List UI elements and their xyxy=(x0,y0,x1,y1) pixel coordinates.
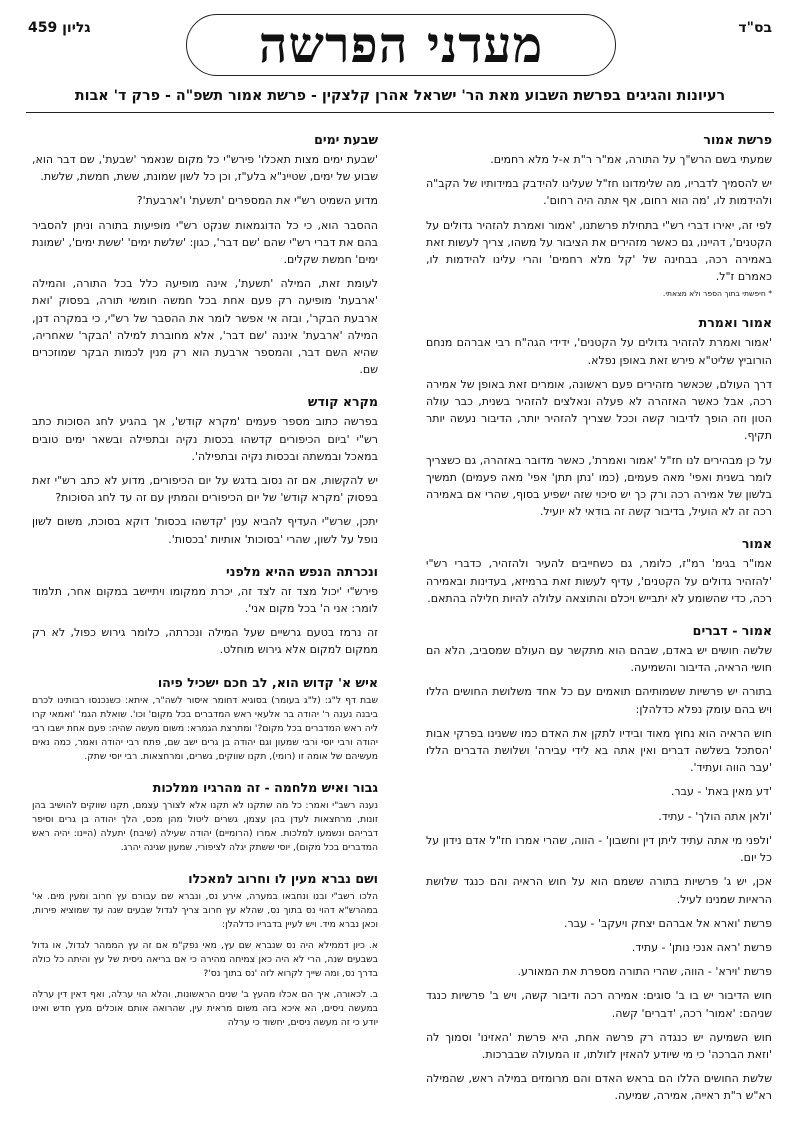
article-heading: אמור - דברים xyxy=(692,623,772,639)
subtitle: רעיונות והגיגים בפרשת השבוע מאת הר' ישראל אהרן קלצקין - פרשת אמור תשפ"ה - פרק ד' אבות xyxy=(74,88,726,104)
article-paragraph: שמעתי בשם הרש"ך על התורה, אמ"ר ר"ת א-ל מלא רחמים. xyxy=(490,153,772,166)
left-column xyxy=(32,130,378,1110)
article-paragraph: חוש השמיעה יש כנגדה רק פרשה אחת, היא פרשת 'האזינו' וסמוך לה 'וזאת הברכה' כי מי שיודע להאזין לזולתו, זו המעולה שבברכות. xyxy=(426,1030,772,1061)
article-section xyxy=(32,392,378,547)
article-heading: שבעת ימים xyxy=(314,132,378,147)
article-paragraph: שלשה חושים יש באדם, שבהם הוא מתקשר עם העולם שמסביב, הלא הם חושי הראיה, הדיבור והשמיעה. xyxy=(426,644,772,675)
article-paragraph: 'ולאן אתה הולך' - עתיד. xyxy=(658,809,772,823)
article-section xyxy=(426,130,772,299)
article-paragraph: יתכן, שרש"י העדיף להביא ענין 'קדשהו בכסות' דוקא בסוכת, משום לשון נופל על לשון, שהרי 'בסוכות' אותיות 'בכסות'. xyxy=(32,515,378,546)
article-paragraph: 'דע מאין באת' - עבר. xyxy=(670,785,772,799)
article-paragraph: נענה רשב"י ואמר: כל מה שתקנו לא תקנו אלא לצורך עצמם, תקנו שווקים להושיב בהן זונות, מרחצאות לעדן בהן עצמן, גשרים ליטול מהן מכס, הלך יהודה בן גרים וסיפר דבריהם ונשמעו למלכות. אמרו (הרומיים) יהודה שעילה (שיבח) יתעלה (היינו: יהיה ראש המדברים בכל מקום), יוסי ששתק יגלה לציפורי, שמעון שגינה יהרג. xyxy=(32,799,378,853)
article-paragraph: ב. לכאורה, איך הם אכלו מהעץ ב' שנים הראשונות, והלא הוי ערלה, ואף דאין דין ערלה במעשה ניסים, הא איכא בזה משום מראית עין, שהרואה אותם אוכלים מעץ חדש ואינו יודע כי זה מעשה ניסים, יחשוד כי ערלה xyxy=(32,988,378,1028)
article-paragraph: 'שבעת ימים מצות תאכלו' פירש"י כל מקום שנאמר 'שבעת', שם דבר הוא, שבוע של ימים, שטיינ"א בלע"ז, וכן כל לשון שמונת, ששת, חמשת, שלשת. xyxy=(32,153,378,184)
article-paragraph: זה נרמז בטעם גרשיים שעל המילה ונכרתה, כלומר גירוש כפול, לא רק ממקום למקום אלא גירוש מוחלט. xyxy=(32,626,378,657)
article-heading: ושם נברא מעין לו וחרוב למאכלו xyxy=(188,870,378,886)
footnote: * חיפשתי בתוך הספר ולא מצאתי. xyxy=(662,289,772,299)
masthead xyxy=(186,14,616,76)
article-paragraph: בתורה יש פרשיות ששמותיהם תואמים עם כל אחד משלושת החושים הללו ויש בהם עומק נפלא כדלהלן: xyxy=(426,685,772,716)
article-paragraph: 'אמור ואמרת להזהיר גדולים על הקטנים', ידידי הגה"ח רבי אברהם מנחם הורוביץ שליט"א פירש זאת באופן נפלא. xyxy=(426,336,772,367)
article-section xyxy=(426,313,772,520)
article-paragraph: חוש הראיה הוא נחוץ מאוד ובידיו לתקן את האדם כמו ששנינו בפרקי אבות 'הסתכל בשלשה דברים ואין אתה בא לידי עבירה' ושלושת הדברים הללו 'עבר הווה ועתיד'. xyxy=(426,726,772,775)
article-section xyxy=(32,562,378,659)
article-section xyxy=(426,621,772,1104)
article-paragraph: פרשת 'וירא' - הווה, שהרי התורה מספרת את המאורע. xyxy=(517,965,772,979)
article-heading: אמור xyxy=(741,536,772,552)
article-paragraph: חוש הדיבור יש בו ב' סוגים: אמירה רכה ודיבור קשה, ויש ב' פרשיות כנגד שניהם: 'אמור' רכה, 'דברים' קשה. xyxy=(426,989,772,1020)
article-paragraph: 'ולפני מי אתה עתיד ליתן דין וחשבון' - הווה, שהרי אמרו חז"ל אדם נידון על כל יום. xyxy=(426,833,772,865)
article-paragraph: שבת דף ל"ג: (ל"ג בעומר) בסוגיא דחומר איסור לשה"ר, איתא: כשנכנסו רבותינו לכרם ביבנה נענה ר' יהודה בר אלעאי ראש המדברים בכל מקום' וכו'. שואלת הגמ' 'ואמאי קרו ליה ראש המדברים בכל מקום?' ומתרצת הגמרא: משום מעשה שהיה: פעם אחת ישבו רבי יהודה ורבי יוסי ורבי שמעון וגם יהודה בן גרים ישב שם, פתח רבי יהודה ואמר, כמה נאים מעשיהם של אומה זו (רומי), תקנו שווקים, גשרים, ומרחצאות. רבי יוסי שתק. xyxy=(32,694,378,762)
article-paragraph: פרשת 'וארא אל אברהם יצחק ויעקב' - עבר. xyxy=(564,916,772,930)
article-heading: פרשת אמור xyxy=(703,132,772,147)
article-paragraph: יש להקשות, אם זה נסוב בדגש על יום הכיפורים, מדוע לא כתב רש"י זאת בפסוק 'מקרא קודש' של יום הכיפורים והמתין עם זה עד לחג הסוכות? xyxy=(32,474,378,505)
article-section xyxy=(32,869,378,1030)
article-paragraph: מדוע השמיט רש"י את המספרים 'תשעת' ו'ארבעת'? xyxy=(136,194,378,208)
article-paragraph: א. כיון דממילא היה נס שנברא שם עץ, מאי נפק"מ אם זה עץ הממהר לגדול, או גדול בשבעים שנה, הרי לא היה כאן צמיחה מהירה כי אם בריאה ניסית של עץ והיתה כל כולה בדרך נס, ומה שייך לקרוא לזה 'נס בתוך נס'? xyxy=(32,939,378,979)
article-heading: מקרא קודש xyxy=(307,394,378,410)
article-paragraph: לפי זה, יאירו דברי רש"י בתחילת פרשתנו, 'אמור ואמרת להזהיר גדולים על הקטנים', דהיינו, גם כאשר מזהירים את הציבור על משהו, צריך לעשות זאת באמירה רכה, בבחינה של 'קל מלא רחמים' והרי עלינו להידמות לו, כאמרם ז"ל. xyxy=(426,218,772,284)
article-paragraph: על כן מבהירים לנו חז"ל 'אמור ואמרת', כאשר מדובר באזהרה, גם כשצריך לומר בשנית ואפי' מאה פעמים, (כמו 'נתן תתן' אפי' מאה פעמים) תמשיך בלשון של אמירה רכה ורק כך יש סיכוי שזה ישפיע בסוף, שהרי אם באמירה רכה זה לא הועיל, בדיבור קשה זה בודאי לא יועיל. xyxy=(426,453,772,519)
article-paragraph: פירש"י 'יכול מצד זה לצד זה, יכרת ממקומו ויתיישב במקום אחר, תלמוד לומר: אני ה' בכל מקום אני'. xyxy=(32,584,378,616)
article-heading: איש א' קדוש הוא, לב חכם ישכיל פיהו xyxy=(157,674,378,690)
article-section xyxy=(32,673,378,764)
article-heading: גבור ואיש מלחמה - זה מהרגיו ממלכות xyxy=(152,779,378,795)
article-paragraph: הלכו רשב"י ובנו ונחבאו במערה, אירע נס, ונברא שם עבורם עץ חרוב ומעין מים. אי' במהרש"א דהוי נס בתוך נס, שהלא עץ חרוב צריך לגדול שבעים שנה עד שמוציא פירות, וכאן נברא מיד. ויש לעיין בדבריו כדלהלן: xyxy=(32,890,378,930)
article-paragraph: שלשת החושים הללו הם בראש האדם והם מרומזים במילה ראש, שהמילה רא"ש ר"ת ראייה, אמירה, שמיעה. xyxy=(426,1072,772,1103)
article-paragraph: פרשת 'ראה אנכי נותן' - עתיד. xyxy=(631,940,772,954)
header xyxy=(26,14,774,80)
bsd-mark: בס"ד xyxy=(738,20,772,36)
article-heading: אמור ואמרת xyxy=(698,315,772,331)
article-section xyxy=(426,534,772,607)
article-section xyxy=(32,778,378,855)
article-paragraph: לעומת זאת, המילה 'תשעת', אינה מופיעה כלל בכל התורה, והמילה 'ארבעת' מופיעה רק פעם אחת בכל חמשה חומשי תורה, בפסוק 'ואת ארבעת הבקר', ובזה אי אפשר לומר את ההסבר של רש"י, כי במקרה דנן, המילה 'ארבעת' איננה 'שם דבר', אלא מחוברת למילה 'הבקר' שאחריה, שהיא השם דבר, והמספר ארבעת הוא רק מנין לכמות הבקר שמוזכרים שם. xyxy=(32,277,378,377)
issue-number: גליון 459 xyxy=(28,20,91,36)
article-paragraph: אכן, יש ג' פרשיות בתורה ששמם הוא על חוש הראיה והם כנגד שלושת הראיות שמנינו לעיל. xyxy=(426,875,772,906)
article-paragraph: יש להסמיך לדבריו, מה שלימדונו חז"ל שעלינו להידבק במידותיו של הקב"ה ולהידמות לו, 'מה הוא רחום, אף אתה היה רחום'. xyxy=(426,177,772,208)
article-paragraph: דרך העולם, שכאשר מזהירים פעם ראשונה, אומרים זאת באופן של אמירה רכה, אבל כאשר האזהרה לא פעלה ונאלצים להזהיר בשנית, כבר עולה הטון וזה הופך לדיבור קשה וככל שצריך להזהיר יותר, הדיבור נעשה יותר תקיף. xyxy=(426,377,772,443)
article-paragraph: בפרשה כתוב מספר פעמים 'מקרא קודש', אך בהגיע לחג הסוכות כתב רש"י 'ביום הכיפורים קדשהו בכסות נקיה ובתפילה ובשאר ימים טובים במאכל ובמשתה ובכסות נקיה ובתפילה'. xyxy=(32,415,378,463)
article-heading: ונכרתה הנפש ההיא מלפני xyxy=(226,563,378,579)
header-divider xyxy=(26,112,774,113)
page-title: מעדני הפרשה xyxy=(258,15,544,74)
article-section xyxy=(32,130,378,378)
article-paragraph: אמו"ר בגימ' רמ"ז, כלומר, גם כשחייבים להעיר ולהזהיר, כדברי רש"י 'להזהיר גדולים על הקטנים', עדיף לעשות זאת ברמיזא, בעדינות ובאמירה רכה, כדי שהשומע לא יתבייש ויכלם והתוצאה עלולה להיות חלילה בהתאם. xyxy=(426,557,772,605)
article-paragraph: ההסבר הוא, כי כל הדוגמאות שנקט רש"י מופיעות בתורה וניתן להסביר בהם את דברי רש"י שהם 'שם דבר', כגון: 'שלשת ימים' 'ששת ימים', 'שמונת ימים' חמשת שקלים. xyxy=(32,218,378,267)
right-column xyxy=(426,130,772,1110)
